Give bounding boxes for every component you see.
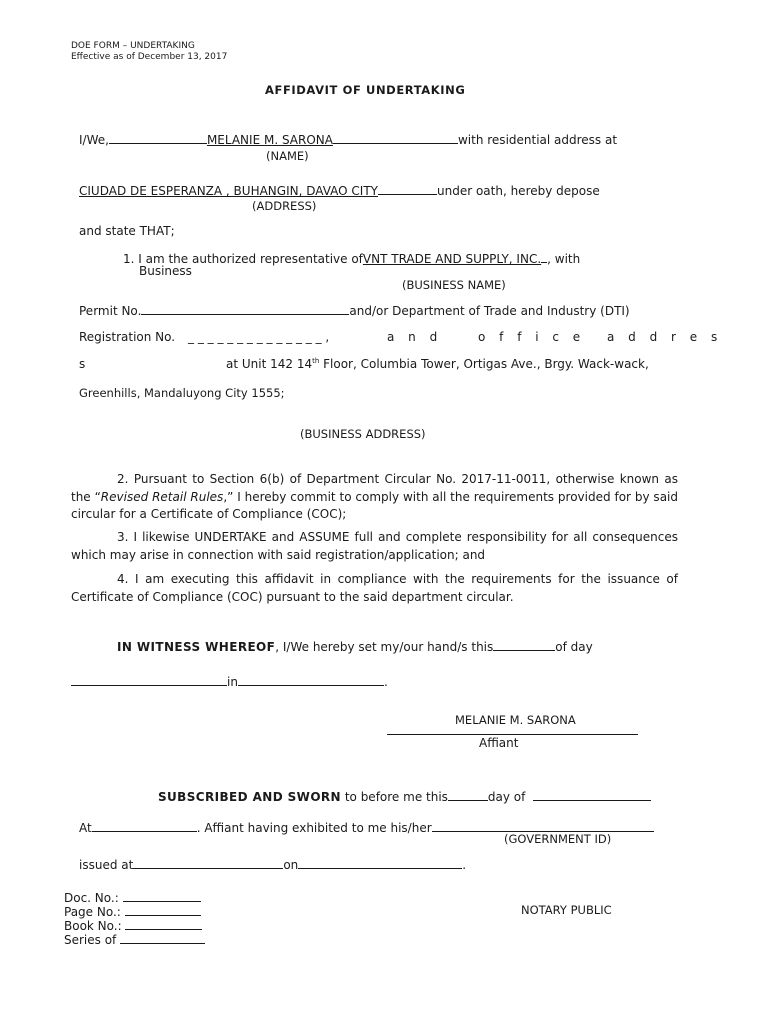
business-address-caption: (BUSINESS ADDRESS) [300,427,426,441]
witness-text: , I/We hereby set my/our hand/s this [275,640,494,654]
subscribed-at: At [79,821,92,835]
issued-on-blank [298,856,462,869]
series-of-blank [120,931,205,944]
witness-bold: IN WITNESS WHEREOF [117,640,276,654]
witness-of-day: of day [555,640,593,654]
subscribed-at-blank [92,819,197,832]
business-name-field: VNT TRADE AND SUPPLY, INC. [362,252,542,266]
name-line [79,131,617,147]
subscribed-exhibited: . Affiant having exhibited to me his/her [196,821,432,835]
affiant-name-field: MELANIE M. SARONA [206,133,333,147]
witness-period: . [383,675,388,689]
signature-line [387,734,638,735]
permit-label: Permit No. [79,304,142,318]
intro-suffix: with residential address at [457,133,618,147]
blank-underline [109,131,207,144]
address-line1-pre: at Unit 142 14 [226,357,313,371]
item1-business: Business [139,264,192,278]
intro-prefix: I/We, [79,133,109,147]
item2-italic: Revised Retail Rules [100,489,224,504]
government-id-blank [432,819,654,832]
witness-day-blank [493,638,555,651]
blank-underline [333,131,458,144]
witness-in: in [227,675,238,689]
residential-address-field: CIUDAD DE ESPERANZA , BUHANGIN, DAVAO CITY [79,184,378,198]
issued-at: issued at [79,858,134,872]
business-name-caption: (BUSINESS NAME) [402,278,506,292]
subscribed-day-blank [448,788,488,801]
issued-period: . [462,858,467,872]
spaced-office: o f f i c e [478,330,586,344]
issued-on: on [283,858,299,872]
item1-lead: 1. I am the authorized representative of [123,252,363,266]
business-address-line1 [226,357,649,371]
document-title: AFFIDAVIT OF UNDERTAKING [265,83,466,97]
spaced-addres: a d d r e s [607,330,723,344]
book-no-blank [125,917,202,930]
item3-paragraph: 3. I likewise UNDERTAKE and ASSUME full and complete responsibility for all consequences which may arise in connection with said registration/application; and [71,530,678,562]
notary-public-label: NOTARY PUBLIC [521,903,612,917]
address-suffix: under oath, hereby depose [436,184,600,198]
affiant-name: MELANIE M. SARONA [455,713,576,727]
page-no-label: Page No.: [64,905,121,919]
issued-at-blank [133,856,283,869]
address-superscript: th [312,357,320,365]
and-state: and state THAT; [79,224,175,238]
effective-date: Effective as of December 13, 2017 [71,52,228,62]
address-line1-post: Floor, Columbia Tower, Ortigas Ave., Brgy. Wack-wack, [319,357,649,371]
dti-text: and/or Department of Trade and Industry (DTI) [349,304,630,318]
subscribed-text: to before me this [341,790,448,804]
series-of-line [64,931,205,947]
registration-label: Registration No. [79,330,176,344]
form-code: DOE FORM – UNDERTAKING [71,41,195,51]
witness-date-blank [71,673,227,686]
book-no-label: Book No.: [64,919,122,933]
name-caption: (NAME) [266,149,309,163]
permit-line [79,302,630,318]
witness-line [117,638,593,654]
permit-no-blank [141,302,349,315]
spaced-and: a n d [387,330,443,344]
government-id-caption: (GOVERNMENT ID) [504,832,612,846]
doc-no-label: Doc. No.: [64,891,119,905]
item2-paragraph [71,471,678,524]
registration-dashes: _ _ _ _ _ _ _ _ _ _ _ _ _ _ , [188,330,330,344]
subscribed-line [158,788,651,804]
subscribed-day-of: day of [487,790,526,804]
item2-part2: ,” I hereby commit to comply with all the requirements provided for by said circular for a Certificate of Compliance (COC); [71,489,678,521]
series-of-label: Series of [64,933,117,947]
item4-paragraph: 4. I am executing this affidavit in compliance with the requirements for the issuance of Certificate of Compliance (COC) pursuant to the said department circular. [71,572,678,604]
issued-line [79,856,466,872]
witness-place-blank [238,673,384,686]
subscribed-bold: SUBSCRIBED AND SWORN [158,790,342,804]
address-caption: (ADDRESS) [252,199,317,213]
doc-no-blank [123,889,201,902]
item2-part1: 2. Pursuant to Section 6(b) of Department Circular No. 2017-11-0011, otherwise known as the “ [71,472,678,504]
address-line [79,182,600,198]
item1-with: , with [547,252,581,266]
witness-place-line [71,673,388,689]
blank-underline [378,182,437,195]
affiant-label: Affiant [479,736,519,750]
spaced-s: s [79,357,86,371]
page-no-blank [125,903,201,916]
subscribed-month-blank [533,788,651,801]
business-address-line2: Greenhills, Mandaluyong City 1555; [79,386,285,400]
